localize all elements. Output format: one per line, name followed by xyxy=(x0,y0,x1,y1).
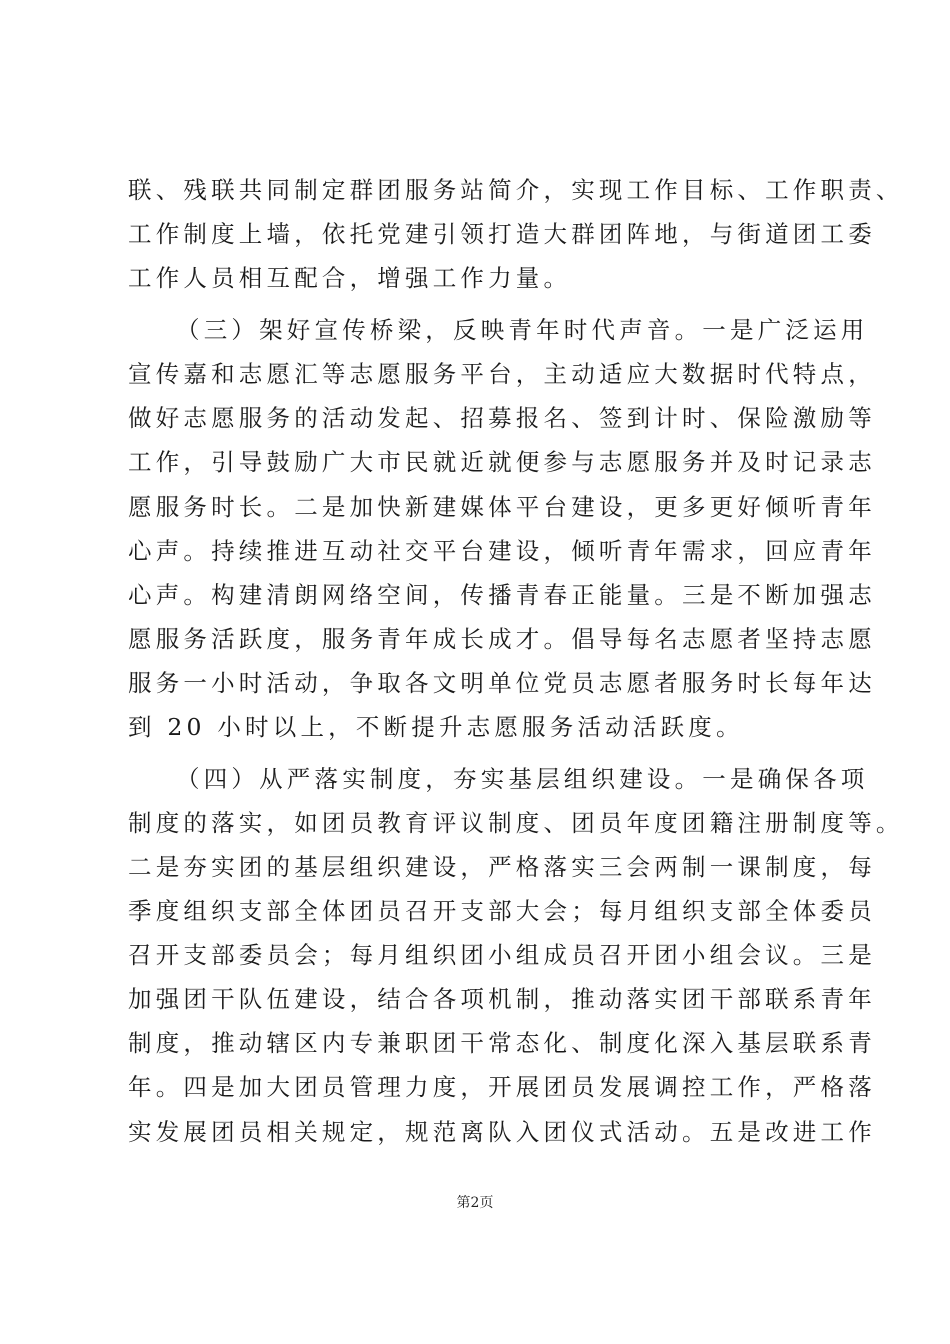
text-line: 制度的落实，如团员教育评议制度、团员年度团籍注册制度等。 xyxy=(128,809,904,837)
text-line: 召开支部委员会；每月组织团小组成员召开团小组会议。三是 xyxy=(128,941,876,969)
page-number: 第2页 xyxy=(456,1195,494,1211)
text-line: 愿服务活跃度，服务青年成长成才。倡导每名志愿者坚持志愿 xyxy=(128,625,876,653)
text-line: 服务一小时活动，争取各文明单位党员志愿者服务时长每年达 xyxy=(128,669,876,697)
text-line: 宣传嘉和志愿汇等志愿服务平台，主动适应大数据时代特点， xyxy=(128,360,876,388)
text-line: 到 20 小时以上，不断提升志愿服务活动活跃度。 xyxy=(128,713,744,741)
text-line: 心声。持续推进互动社交平台建设，倾听青年需求，回应青年 xyxy=(128,537,876,565)
text-line: 心声。构建清朗网络空间，传播青春正能量。三是不断加强志 xyxy=(128,581,876,609)
text-line: 二是夯实团的基层组织建设，严格落实三会两制一课制度，每 xyxy=(128,853,876,881)
text-line: 制度，推动辖区内专兼职团干常态化、制度化深入基层联系青 xyxy=(128,1029,876,1057)
text-line: 愿服务时长。二是加快新建媒体平台建设，更多更好倾听青年 xyxy=(128,493,876,521)
text-line: 做好志愿服务的活动发起、招募报名、签到计时、保险激励等 xyxy=(128,404,876,432)
paragraph-heading-line: （四）从严落实制度，夯实基层组织建设。一是确保各项 xyxy=(176,765,869,793)
paragraph-heading-line: （三）架好宣传桥梁，反映青年时代声音。一是广泛运用 xyxy=(176,316,869,344)
text-line: 实发展团员相关规定，规范离队入团仪式活动。五是改进工作 xyxy=(128,1118,876,1146)
text-line: 联、残联共同制定群团服务站简介，实现工作目标、工作职责、 xyxy=(128,176,904,204)
text-line: 工作人员相互配合，增强工作力量。 xyxy=(128,264,572,292)
text-line: 工作，引导鼓励广大市民就近就便参与志愿服务并及时记录志 xyxy=(128,448,876,476)
text-line: 加强团干队伍建设，结合各项机制，推动落实团干部联系青年 xyxy=(128,985,876,1013)
text-line: 年。四是加大团员管理力度，开展团员发展调控工作，严格落 xyxy=(128,1073,876,1101)
text-line: 工作制度上墙，依托党建引领打造大群团阵地，与街道团工委 xyxy=(128,220,876,248)
text-line: 季度组织支部全体团员召开支部大会；每月组织支部全体委员 xyxy=(128,897,876,925)
